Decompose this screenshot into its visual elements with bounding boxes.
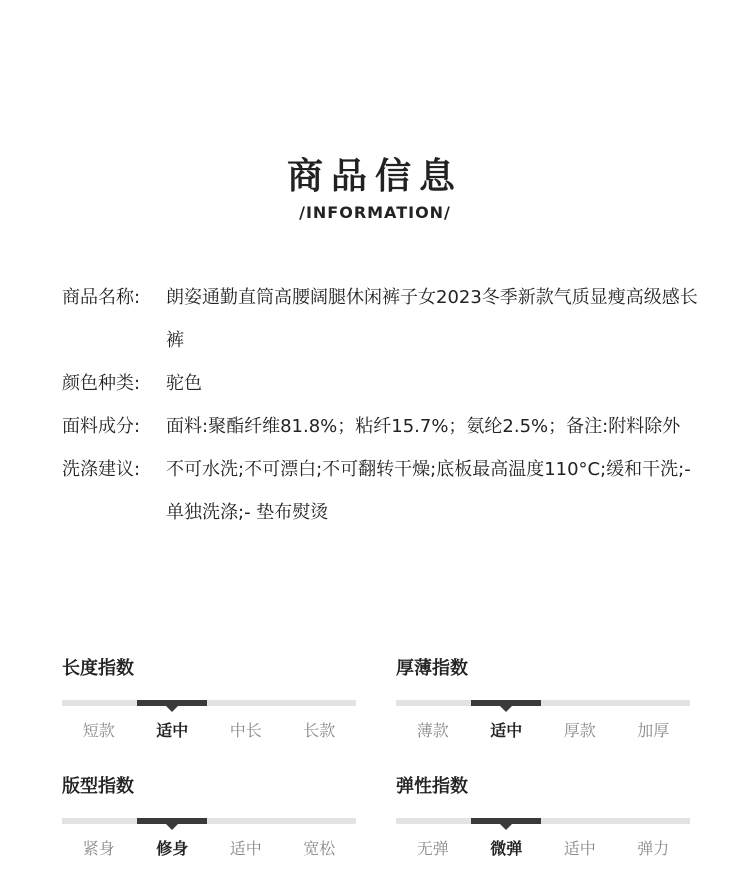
- index-option: 修身: [156, 839, 189, 858]
- info-row-color: [62, 362, 702, 405]
- info-label: 颜色种类:: [62, 373, 141, 394]
- index-title: 弹性指数: [396, 776, 468, 797]
- info-value: 朗姿通勤直筒高腰阔腿休闲裤子女2023冬季新款气质显瘦高级感长裤: [166, 287, 698, 351]
- index-track: [396, 700, 690, 706]
- page-subtitle: /INFORMATION/: [299, 203, 451, 222]
- index-track: [62, 818, 356, 824]
- elasticity-index: [396, 775, 690, 859]
- index-options: [396, 836, 690, 859]
- index-options: [396, 718, 690, 741]
- index-options: [62, 836, 356, 859]
- info-value: 不可水洗;不可漂白;不可翻转干燥;底板最高温度110°C;缓和干洗;- 单独洗涤;- 垫布熨烫: [166, 459, 691, 523]
- index-title: 厚薄指数: [396, 658, 468, 679]
- index-marker: [137, 818, 207, 824]
- info-label: 面料成分:: [62, 416, 141, 437]
- index-option: 弹力: [637, 839, 670, 858]
- product-info: [62, 276, 702, 534]
- info-row-fabric: [62, 405, 702, 448]
- index-option: 适中: [229, 839, 262, 858]
- info-row-name: [62, 276, 702, 362]
- index-option: 厚款: [563, 721, 596, 740]
- index-option: 中长: [229, 721, 262, 740]
- index-option: 适中: [490, 721, 523, 740]
- page-title: 商品信息: [286, 156, 463, 197]
- info-value: 面料:聚酯纤维81.8%；粘纤15.7%；氨纶2.5%；备注:附料除外: [166, 416, 681, 437]
- index-option: 长款: [303, 721, 336, 740]
- info-label: 商品名称:: [62, 287, 141, 308]
- index-title: 版型指数: [62, 776, 134, 797]
- index-marker: [137, 700, 207, 706]
- index-options: [62, 718, 356, 741]
- index-option: 短款: [82, 721, 115, 740]
- index-track: [62, 700, 356, 706]
- index-option: 微弹: [490, 839, 523, 858]
- index-option: 适中: [563, 839, 596, 858]
- info-row-care: [62, 448, 702, 534]
- info-value: 驼色: [166, 373, 202, 394]
- index-marker: [471, 700, 541, 706]
- length-index: [62, 657, 356, 741]
- index-option: 薄款: [416, 721, 449, 740]
- index-track: [396, 818, 690, 824]
- index-option: 无弹: [416, 839, 449, 858]
- index-marker: [471, 818, 541, 824]
- index-option: 宽松: [303, 839, 336, 858]
- index-option: 适中: [156, 721, 189, 740]
- info-label: 洗涤建议:: [62, 459, 141, 480]
- thickness-index: [396, 657, 690, 741]
- index-title: 长度指数: [62, 658, 134, 679]
- index-option: 紧身: [82, 839, 115, 858]
- index-option: 加厚: [637, 721, 670, 740]
- fit-index: [62, 775, 356, 859]
